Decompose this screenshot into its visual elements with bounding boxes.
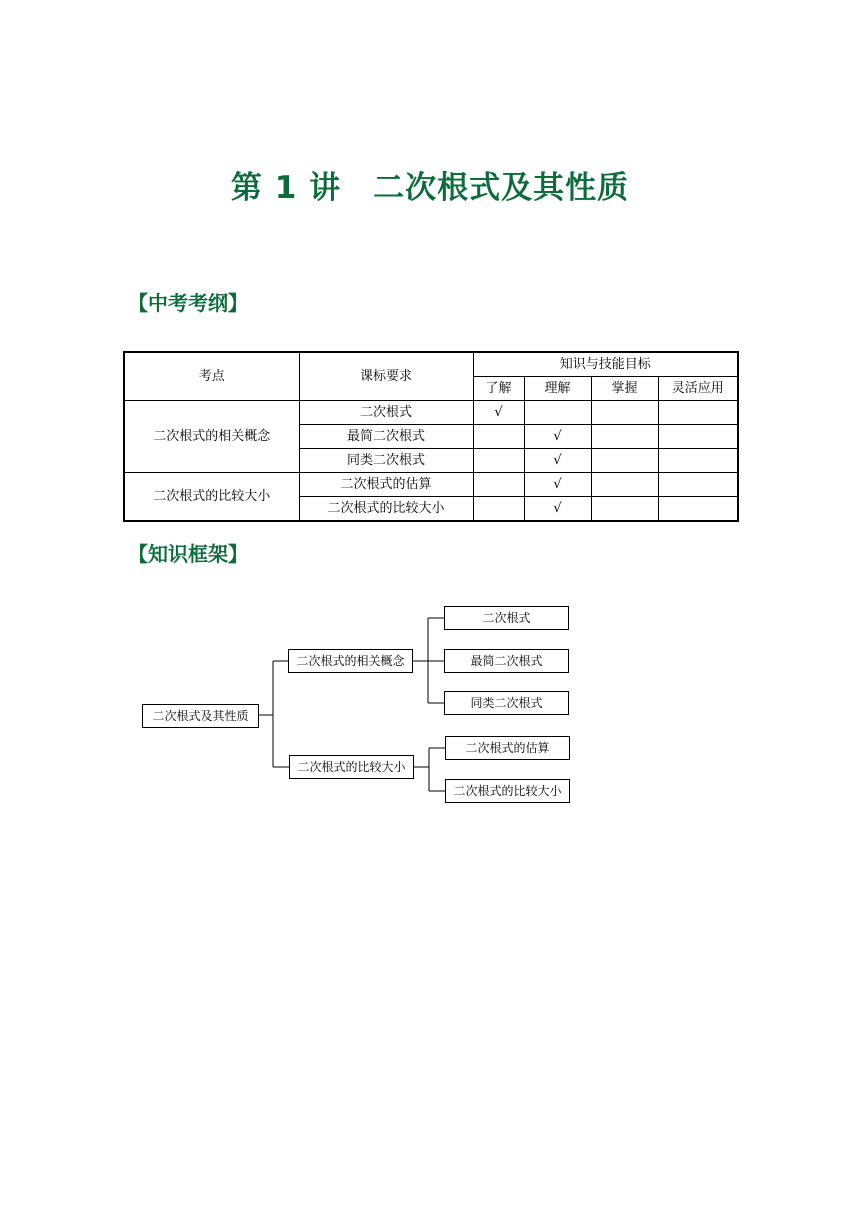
table-cell-empty [473, 497, 524, 522]
table-cell-requirement: 二次根式 [299, 401, 473, 425]
table-cell-check-mark: √ [524, 497, 591, 522]
table-cell-requirement: 二次根式的估算 [299, 473, 473, 497]
framework-root-node: 二次根式及其性质 [142, 704, 259, 728]
page-title: 第 1 讲 二次根式及其性质 [230, 170, 630, 206]
table-cell-empty [591, 449, 658, 473]
table-row [124, 401, 738, 425]
table-cell-check-mark: √ [524, 449, 591, 473]
header-point: 考点 [124, 352, 299, 401]
header-goal-group: 知识与技能目标 [473, 352, 738, 377]
exam-outline-table [123, 351, 739, 522]
exam-outline-heading: 【中考考纲】 [128, 291, 248, 315]
header-level-apply: 灵活应用 [658, 377, 738, 401]
header-level-master: 掌握 [591, 377, 658, 401]
header-level-comprehend: 理解 [524, 377, 591, 401]
table-cell-empty [658, 449, 738, 473]
knowledge-framework-heading: 【知识框架】 [128, 542, 248, 566]
table-cell-check-mark: √ [473, 401, 524, 425]
header-requirement: 课标要求 [299, 352, 473, 401]
table-header-row [124, 352, 738, 377]
framework-leaf-estimation: 二次根式的估算 [445, 736, 570, 760]
table-cell-empty [473, 473, 524, 497]
table-cell-empty [658, 425, 738, 449]
table-cell-empty [658, 401, 738, 425]
table-cell-empty [591, 473, 658, 497]
framework-leaf-like-radicals: 同类二次根式 [444, 691, 569, 715]
table-cell-empty [473, 449, 524, 473]
framework-branch-compare: 二次根式的比较大小 [289, 755, 414, 779]
table-cell-check-mark: √ [524, 473, 591, 497]
table-cell-empty [473, 425, 524, 449]
table-cell-requirement: 二次根式的比较大小 [299, 497, 473, 522]
table-cell-empty [658, 473, 738, 497]
header-level-understand: 了解 [473, 377, 524, 401]
table-cell-empty [591, 425, 658, 449]
table-cell-requirement: 同类二次根式 [299, 449, 473, 473]
table-cell-check-mark: √ [524, 425, 591, 449]
framework-leaf-radical: 二次根式 [444, 606, 569, 630]
table-cell-empty [524, 401, 591, 425]
table-cell-empty [591, 497, 658, 522]
table-cell-empty [591, 401, 658, 425]
table-row [124, 473, 738, 497]
table-cell-point: 二次根式的比较大小 [124, 473, 299, 522]
table-cell-empty [658, 497, 738, 522]
framework-leaf-simplest-radical: 最简二次根式 [444, 649, 569, 673]
framework-leaf-comparison: 二次根式的比较大小 [445, 779, 570, 803]
table-cell-point: 二次根式的相关概念 [124, 401, 299, 473]
table-cell-requirement: 最简二次根式 [299, 425, 473, 449]
framework-branch-concepts: 二次根式的相关概念 [288, 649, 413, 673]
